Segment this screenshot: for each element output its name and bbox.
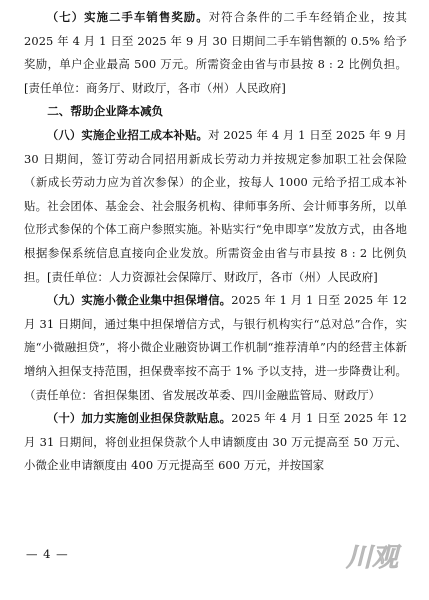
- page-number: — 4 —: [26, 547, 69, 561]
- watermark-logo: [338, 528, 406, 582]
- paragraph-lead: （十）加力实施创业担保贷款贴息。: [46, 411, 232, 426]
- paragraph-text: 2025 年 4 月 1 日至 2025 年 12 月 31 日期间，将创业担保贷款个人申请额度由 30 万元提高至 50 万元、小微企业申请额度由 400 万元提高至 600 万元，并按国家: [24, 411, 407, 473]
- paragraph-lead: （九）实施小微企业集中担保增信。: [46, 293, 232, 308]
- paragraph-item-8: [24, 124, 407, 289]
- paragraph-text: 2025 年 1 月 1 日至 2025 年 12 月 31 日期间，通过集中担保增信方式，与银行机构实行“总对总”合作，实施“小微融担贷”，将小微企业融资协调工作机制“推荐清单”内的经营主体新增纳入担保支持范围，担保费率按不高于 1% 予以支持，进一步降费让利。（责任单位：省担保集团、省发展改革委、四川金融监管局、财政厅）: [24, 293, 407, 402]
- paragraph-item-7: [24, 6, 407, 100]
- paragraph-text: 对符合条件的二手车经销企业，按其 2025 年 4 月 1 日至 2025 年 9 月 30 日期间二手车销售额的 0.5% 给予奖励，单户企业最高 500 万元。所需资金由省与市县按 8 : 2 比例负担。[责任单位：商务厅、财政厅，各市（州）人民政府]: [24, 10, 407, 95]
- watermark-text: 川观: [345, 543, 399, 573]
- paragraph-item-9: [24, 289, 407, 407]
- section-heading: 二、帮助企业降本减负: [47, 104, 164, 119]
- paragraph-text: 对 2025 年 4 月 1 日至 2025 年 9 月 30 日期间，签订劳动合同招用新成长劳动力并按规定参加职工社会保险（新成长劳动力应为首次参保）的企业，按每人 1000 元给予招工成本补贴。社会团体、基金会、社会服务机构、律师事务所、会计师事务所，以单位形式参保的个体工商户参照实施。补贴实行“免申即享”发放方式，由各地根据参保系统信息直接向企业发放。所需资金由省与市县按 8 : 2 比例负担。[责任单位：人力资源社会保障厅、财政厅，各市（州）人民政府]: [24, 127, 407, 284]
- paragraph-lead: （八）实施企业招工成本补贴。: [46, 127, 209, 142]
- paragraph-lead: （七）实施二手车销售奖励。: [46, 10, 209, 24]
- paragraph-item-10: [24, 407, 407, 478]
